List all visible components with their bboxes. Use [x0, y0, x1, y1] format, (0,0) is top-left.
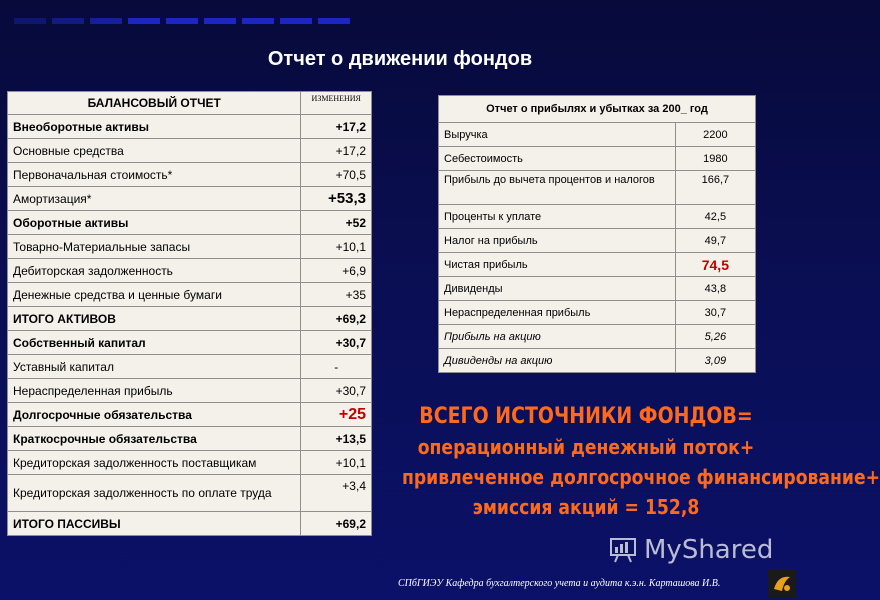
balance-row-value: +17,2 — [301, 115, 372, 139]
balance-row-value: +3,4 — [301, 475, 372, 512]
sources-line: эмиссия акций = 152,8 — [472, 495, 700, 519]
balance-row-label: Долгосрочные обязательства — [8, 403, 301, 427]
income-row-label: Прибыль до вычета процентов и налогов — [439, 171, 676, 205]
balance-row-label: Уставный капитал — [8, 355, 301, 379]
presentation-icon — [608, 535, 638, 565]
balance-row-label: Внеоборотные активы — [8, 115, 301, 139]
balance-row-label: Нераспределенная прибыль — [8, 379, 301, 403]
footer-credit: СПбГИЭУ Кафедра бухгалтерского учета и аудита к.э.н. Карташова И.В. — [398, 578, 721, 589]
income-row-value: 2200 — [675, 123, 755, 147]
sources-line: привлеченное долгосрочное финансирование+ — [401, 465, 880, 489]
income-row-label: Себестоимость — [439, 147, 676, 171]
sources-line: операционный денежный поток+ — [417, 435, 755, 459]
decorative-top-strip — [14, 18, 350, 24]
income-row-value: 30,7 — [675, 301, 755, 325]
sources-of-funds-text — [401, 402, 880, 522]
balance-row-label: Кредиторская задолженность по оплате труда — [8, 475, 301, 512]
income-row-label: Чистая прибыль — [439, 253, 676, 277]
income-row-value: 49,7 — [675, 229, 755, 253]
income-row-label: Выручка — [439, 123, 676, 147]
income-row-value: 42,5 — [675, 205, 755, 229]
sources-line: ВСЕГО ИСТОЧНИКИ ФОНДОВ= — [419, 404, 753, 429]
balance-row-label: Первоначальная стоимость* — [8, 163, 301, 187]
watermark — [608, 535, 773, 565]
balance-header-label: БАЛАНСОВЫЙ ОТЧЕТ — [8, 92, 301, 115]
balance-row-value: +30,7 — [301, 379, 372, 403]
income-row-value: 43,8 — [675, 277, 755, 301]
balance-header-changes: ИЗМЕНЕНИЯ — [301, 92, 372, 115]
balance-row-label: ИТОГО АКТИВОВ — [8, 307, 301, 331]
balance-row-value: +69,2 — [301, 307, 372, 331]
income-statement-title: Отчет о прибылях и убытках за 200_ год — [439, 96, 756, 123]
balance-row-label: Кредиторская задолженность поставщикам — [8, 451, 301, 475]
income-row-value: 3,09 — [675, 349, 755, 373]
balance-row-value: +13,5 — [301, 427, 372, 451]
income-row-label: Прибыль на акцию — [439, 325, 676, 349]
balance-row-value: - — [301, 355, 372, 379]
income-row-label: Налог на прибыль — [439, 229, 676, 253]
balance-row-label: Товарно-Материальные запасы — [8, 235, 301, 259]
balance-row-value: +25 — [301, 403, 372, 427]
balance-sheet-table — [7, 91, 372, 536]
balance-row-label: Основные средства — [8, 139, 301, 163]
balance-row-value: +17,2 — [301, 139, 372, 163]
income-statement-table — [438, 95, 756, 373]
university-logo-icon — [768, 569, 796, 597]
balance-row-value: +52 — [301, 211, 372, 235]
balance-row-value: +10,1 — [301, 235, 372, 259]
income-row-value: 5,26 — [675, 325, 755, 349]
income-row-label: Дивиденды — [439, 277, 676, 301]
income-row-label: Проценты к уплате — [439, 205, 676, 229]
balance-row-value: +35 — [301, 283, 372, 307]
balance-row-label: Оборотные активы — [8, 211, 301, 235]
balance-row-label: Денежные средства и ценные бумаги — [8, 283, 301, 307]
balance-row-label: Амортизация* — [8, 187, 301, 211]
balance-row-value: +30,7 — [301, 331, 372, 355]
income-row-label: Дивиденды на акцию — [439, 349, 676, 373]
balance-row-label: Краткосрочные обязательства — [8, 427, 301, 451]
income-row-value: 74,5 — [675, 253, 755, 277]
balance-row-label: Дебиторская задолженность — [8, 259, 301, 283]
balance-row-value: +70,5 — [301, 163, 372, 187]
balance-row-label: ИТОГО ПАССИВЫ — [8, 512, 301, 536]
balance-row-value: +53,3 — [301, 187, 372, 211]
balance-row-label: Собственный капитал — [8, 331, 301, 355]
income-row-value: 166,7 — [675, 171, 755, 205]
watermark-text: MyShared — [644, 535, 774, 565]
balance-row-value: +69,2 — [301, 512, 372, 536]
balance-row-value: +10,1 — [301, 451, 372, 475]
balance-row-value: +6,9 — [301, 259, 372, 283]
income-row-label: Нераспределенная прибыль — [439, 301, 676, 325]
income-row-value: 1980 — [675, 147, 755, 171]
slide-title: Отчет о движении фондов — [267, 48, 533, 70]
